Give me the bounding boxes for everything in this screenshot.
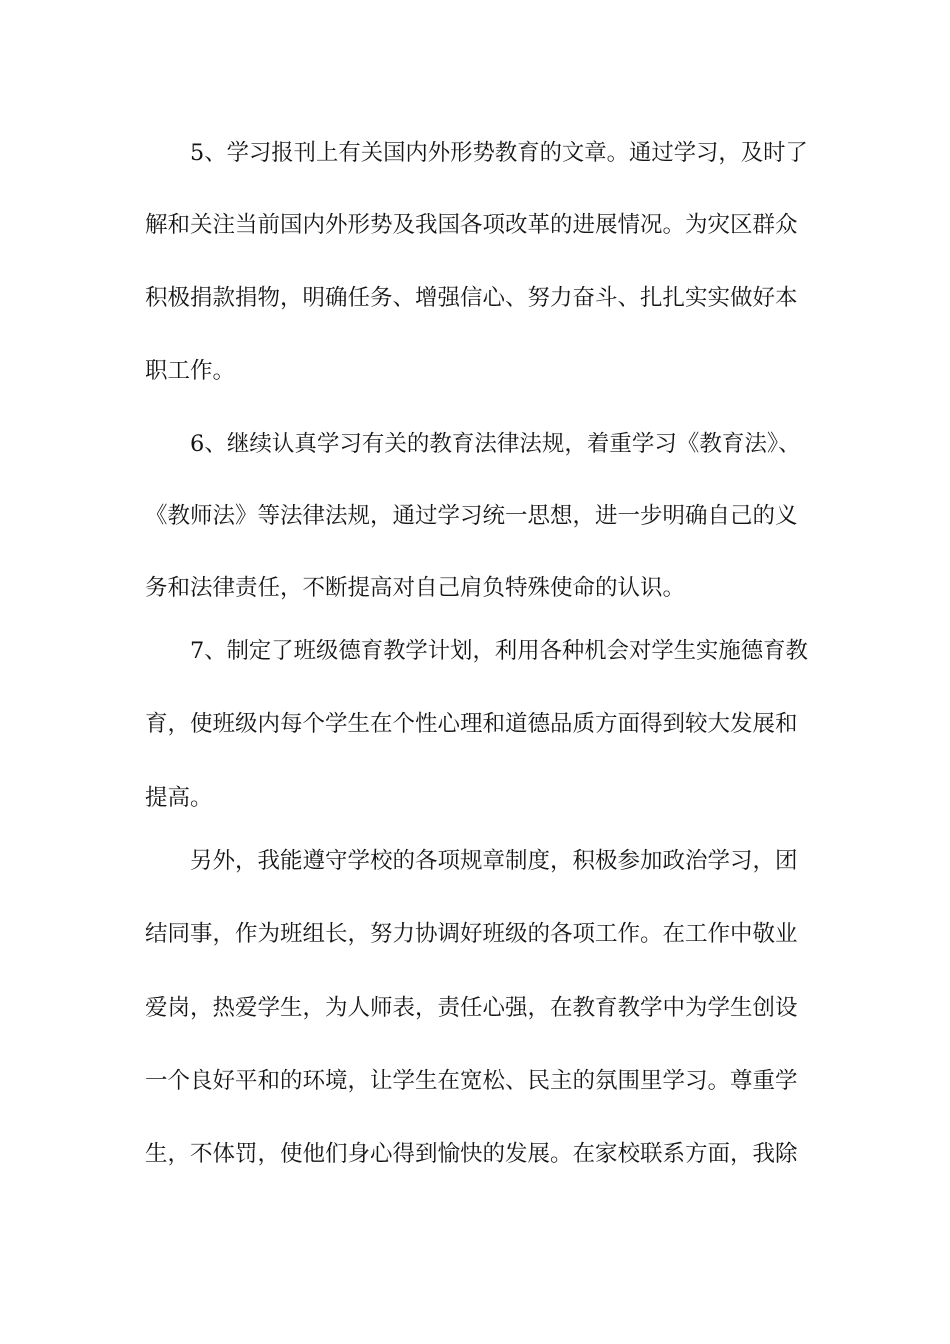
paragraph-8-line-3: 爱岗，热爱学生，为人师表，责任心强，在教育教学中为学生创设 (145, 995, 798, 1021)
paragraph-5-line-3: 积极捐款捐物，明确任务、增强信心、努力奋斗、扎扎实实做好本 (145, 285, 798, 311)
paragraph-8-line-5: 生，不体罚，使他们身心得到愉快的发展。在家校联系方面，我除 (145, 1141, 798, 1167)
paragraph-7-line-2: 育，使班级内每个学生在个性心理和道德品质方面得到较大发展和 (145, 711, 798, 737)
paragraph-6-line-1: 6、继续认真学习有关的教育法律法规，着重学习《教育法》、 (190, 431, 801, 457)
paragraph-8-line-2: 结同事，作为班组长，努力协调好班级的各项工作。在工作中敬业 (145, 921, 798, 947)
paragraph-6-line-3: 务和法律责任，不断提高对自己肩负特殊使命的认识。 (145, 575, 686, 601)
paragraph-5-line-2: 解和关注当前国内外形势及我国各项改革的进展情况。为灾区群众 (145, 212, 798, 238)
paragraph-5-line-4: 职工作。 (145, 358, 236, 384)
paragraph-6-line-2: 《教师法》等法律法规，通过学习统一思想，进一步明确自己的义 (145, 503, 798, 529)
paragraph-8-line-4: 一个良好平和的环境，让学生在宽松、民主的氛围里学习。尊重学 (145, 1068, 798, 1094)
paragraph-8-line-1: 另外，我能遵守学校的各项规章制度，积极参加政治学习，团 (190, 848, 798, 874)
paragraph-7-line-1: 7、制定了班级德育教学计划，利用各种机会对学生实施德育教 (190, 638, 808, 664)
paragraph-7-line-3: 提高。 (145, 785, 213, 811)
paragraph-5-line-1: 5、学习报刊上有关国内外形势教育的文章。通过学习，及时了 (190, 140, 808, 166)
